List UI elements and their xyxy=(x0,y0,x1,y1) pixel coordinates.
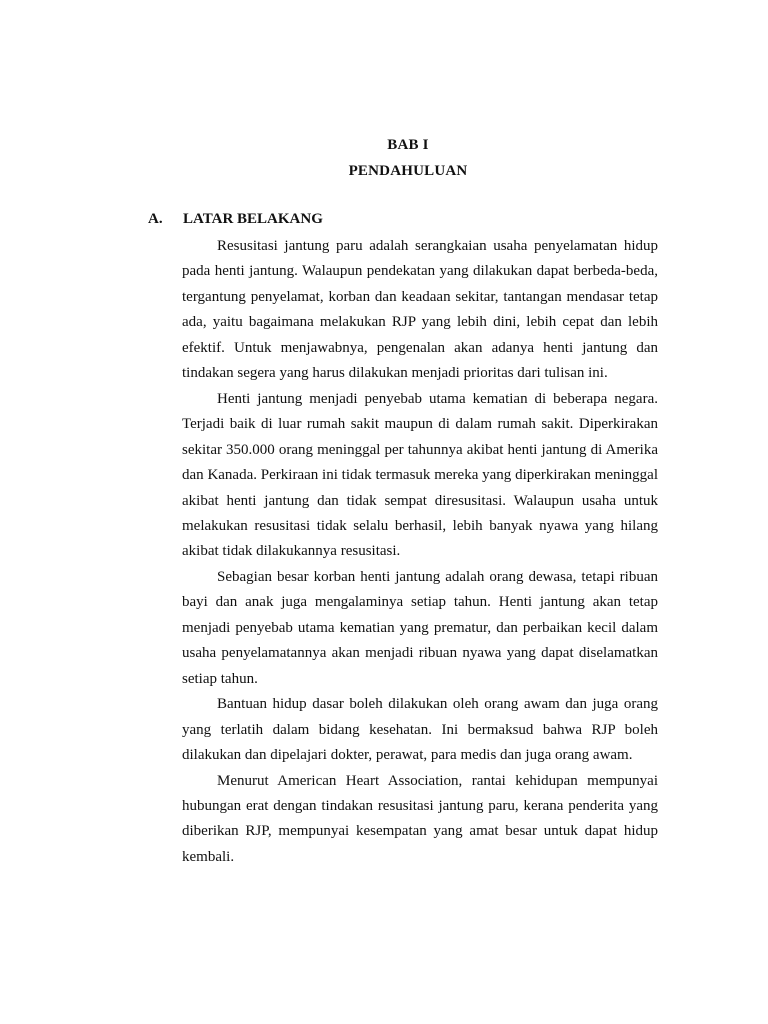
body-text xyxy=(182,234,658,870)
paragraph: Sebagian besar korban henti jantung adalah orang dewasa, tetapi ribuan bayi dan anak juga mengalaminya setiap tahun. Henti jantung akan tetap menjadi penyebab utama kematian yang prematur, dan perbaikan kecil dalam usaha penyelamatannya akan menjadi ribuan nyawa yang dapat diselamatkan setiap tahun. xyxy=(182,568,658,687)
paragraph: Resusitasi jantung paru adalah serangkaian usaha penyelamatan hidup pada henti jantung. Walaupun pendekatan yang dilakukan dapat berbeda-beda, tergantung penyelamat, korban dan keadaan sekitar, tantangan mendasar tetap ada, yaitu bagaimana melakukan RJP yang lebih dini, lebih cepat dan lebih efektif. Untuk menjawabnya, pengenalan akan adanya henti jantung dan tindakan segera yang harus dilakukan menjadi prioritas dari tulisan ini. xyxy=(182,238,658,382)
paragraph: Henti jantung menjadi penyebab utama kematian di beberapa negara. Terjadi baik di luar rumah sakit maupun di dalam rumah sakit. Diperkirakan sekitar 350.000 orang meninggal per tahunnya akibat henti jantung di Amerika dan Kanada. Perkiraan ini tidak termasuk mereka yang diperkirakan meninggal akibat henti jantung dan tidak sempat diresusitasi. Walaupun usaha untuk melakukan resusitasi tidak selalu berhasil, lebih banyak nyawa yang hilang akibat tidak dilakukannya resusitasi. xyxy=(182,390,658,560)
section-number: A. xyxy=(148,211,163,227)
section-heading xyxy=(148,211,323,228)
paragraph: Menurut American Heart Association, rantai kehidupan mempunyai hubungan erat dengan tindakan resusitasi jantung paru, kerana penderita yang diberikan RJP, mempunyai kesempatan yang amat besar untuk dapat hidup kembali. xyxy=(182,772,658,865)
paragraph: Bantuan hidup dasar boleh dilakukan oleh orang awam dan juga orang yang terlatih dalam bidang kesehatan. Ini bermaksud bahwa RJP boleh dilakukan dan dipelajari dokter, perawat, para medis dan juga orang awam. xyxy=(182,696,658,764)
chapter-title: PENDAHULUAN xyxy=(348,163,468,179)
section-title: LATAR BELAKANG xyxy=(183,211,323,227)
chapter-label: BAB I xyxy=(387,137,429,153)
